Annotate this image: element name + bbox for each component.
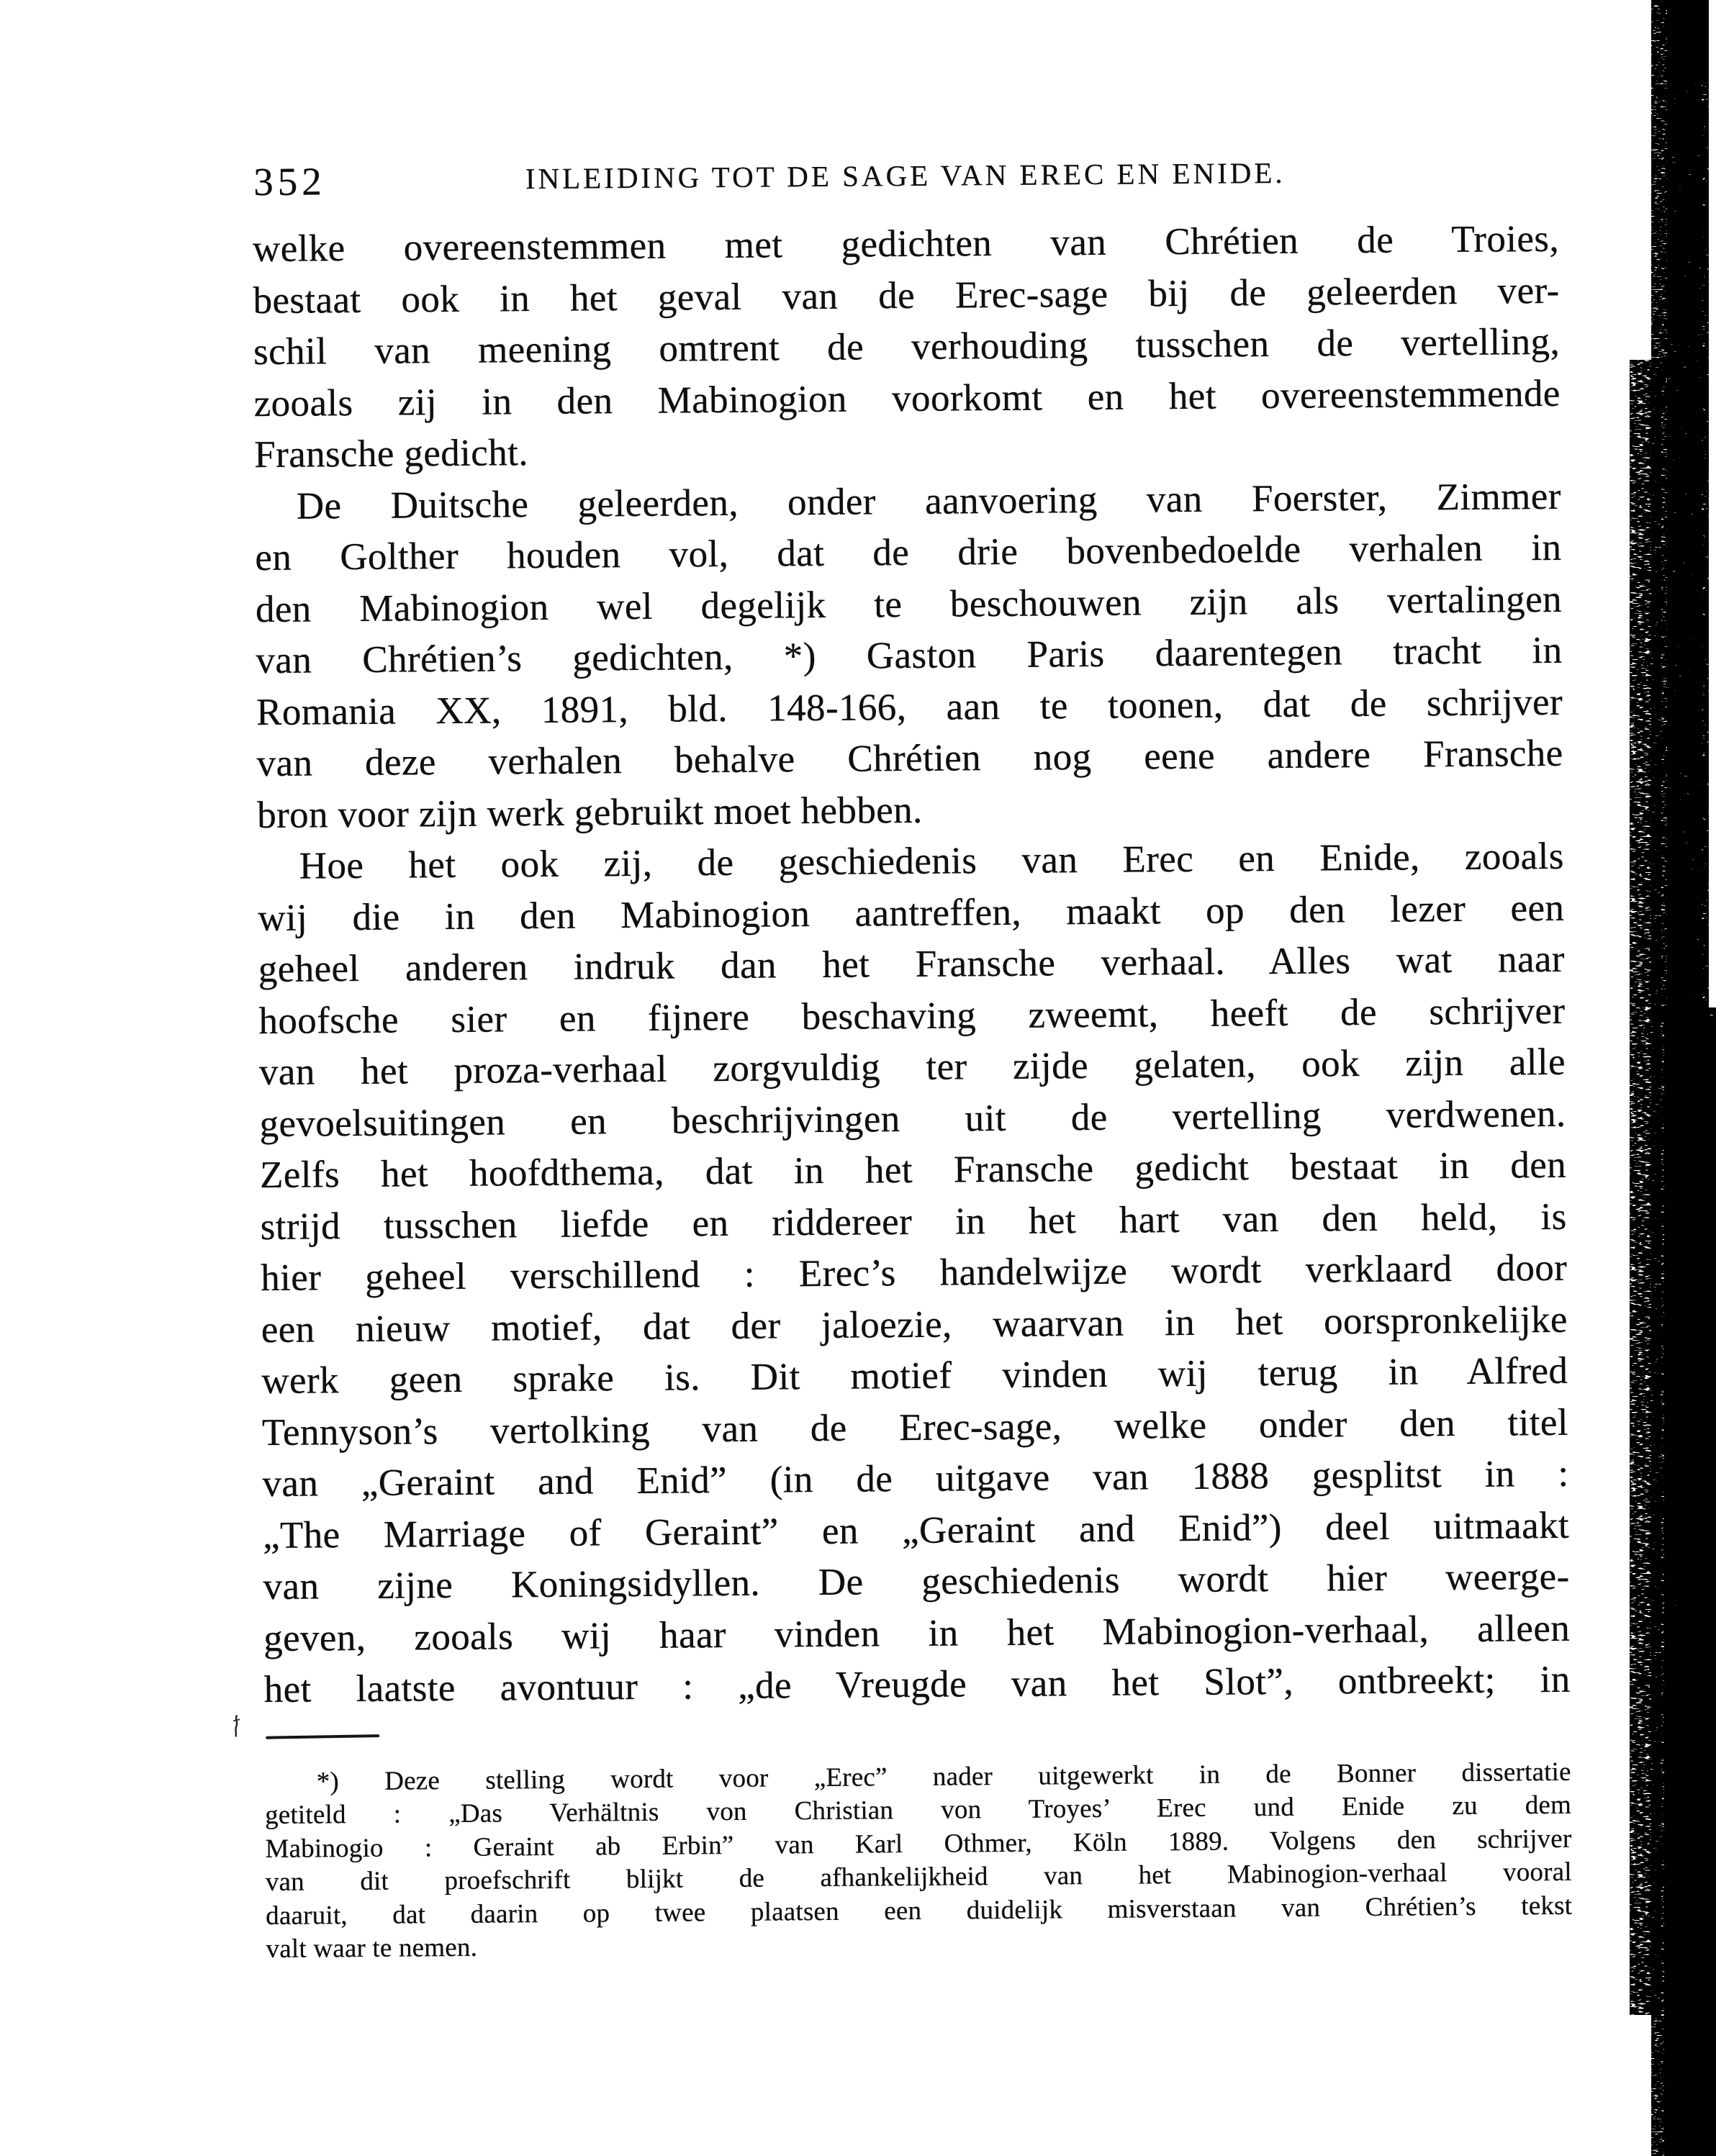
body-line: hier geheel verschillend : Erec’s handelwijze wordt verklaard door [261, 1246, 1568, 1300]
body-line: bron voor zijn werk gebruikt moet hebben. [256, 789, 923, 836]
body-line: gevoelsuitingen en beschrijvingen uit de vertelling verdwenen. [259, 1092, 1566, 1145]
running-head-row [252, 148, 1558, 204]
body-line: geheel anderen indruk dan het Fransche verhaal. Alles wat naar [258, 938, 1566, 991]
body-line: het laatste avontuur : „de Vreugde van het Slot”, ontbreekt; in [263, 1658, 1571, 1711]
body-line: strijd tusschen liefde en riddereer in het hart van den held, is [260, 1195, 1567, 1248]
footnote-line: *) Deze stelling wordt voor „Erec” nader uitgewerkt in de Bonner dissertatie [316, 1757, 1571, 1796]
footnote-line: valt waar te nemen. [266, 1932, 478, 1965]
footnote-text [265, 1755, 1573, 1966]
body-line: Fransche gedicht. [254, 432, 529, 476]
body-text [253, 214, 1571, 1716]
body-line: den Mabinogion wel degelijk te beschouwen zijn als vertalingen [255, 578, 1563, 630]
footnote-line: getiteld : „Das Verhältnis von Christian von Troyes’ Erec und Enide zu dem [264, 1790, 1572, 1831]
footnote-line: van dit proefschrift blijkt de afhankelijkheid van het Mabinogion-verhaal vooral [265, 1857, 1572, 1898]
body-line: Romania XX, 1891, bld. 148-166, aan te toonen, dat de schrijver [256, 681, 1563, 733]
body-line: wij die in den Mabinogion aantreffen, maakt op den lezer een [258, 887, 1565, 939]
scanner-edge-noise [1630, 0, 1716, 2156]
body-line: Tennyson’s vertolking van de Erec-sage, welke onder den titel [261, 1401, 1569, 1454]
footnote-line: daaruit, dat daarin op twee plaatsen een duidelijk misverstaan van Chrétien’s tekst [266, 1890, 1573, 1931]
body-line: „The Marriage of Geraint” en „Geraint and Enid”) deel uitmaakt [262, 1504, 1570, 1557]
scan-artifact-mark [231, 1713, 243, 1738]
body-line: een nieuw motief, dat der jaloezie, waarvan in het oorspronkelijke [261, 1298, 1568, 1351]
body-line: welke overeenstemmen met gedichten van Chrétien de Troies, [252, 217, 1560, 271]
body-line: en Golther houden vol, dat de drie bovenbedoelde verhalen in [255, 526, 1562, 579]
paragraph [257, 831, 1570, 1716]
paragraph [253, 214, 1561, 481]
body-line: hoofsche sier en fijnere beschaving zweemt, heeft de schrijver [258, 989, 1566, 1042]
body-line: van zijne Koningsidyllen. De geschiedenis wordt hier weerge- [263, 1555, 1570, 1608]
body-line: van „Geraint and Enid” (in de uitgave van 1888 gesplitst in : [262, 1452, 1569, 1505]
page-content [252, 148, 1573, 1967]
footnote-separator-rule [266, 1734, 379, 1739]
body-line: van het proza-verhaal zorgvuldig ter zijde gelaten, ook zijn alle [258, 1041, 1566, 1094]
paragraph [255, 471, 1564, 841]
body-line: Hoe het ook zij, de geschiedenis van Erec en Enide, zooals [299, 835, 1564, 887]
footnote-line: Mabinogio : Geraint ab Erbin” van Karl Othmer, Köln 1889. Volgens den schrijver [265, 1824, 1572, 1864]
body-line: zooals zij in den Mabinogion voorkomt en het overeenstemmende [253, 372, 1561, 425]
body-line: van Chrétien’s gedichten, *) Gaston Paris daarentegen tracht in [256, 629, 1563, 682]
running-header: INLEIDING TOT DE SAGE VAN EREC EN ENIDE. [525, 155, 1286, 196]
body-line: De Duitsche geleerden, onder aanvoering van Foerster, Zimmer [296, 475, 1562, 527]
body-line: Zelfs het hoofdthema, dat in het Fransche gedicht bestaat in den [259, 1143, 1567, 1197]
body-line: schil van meening omtrent de verhouding tusschen de vertelling, [253, 320, 1561, 373]
body-line: geven, zooals wij haar vinden in het Mabinogion-verhaal, alleen [263, 1607, 1571, 1659]
body-line: bestaat ook in het geval van de Erec-sage bij de geleerden ver- [253, 269, 1560, 322]
body-line: werk geen sprake is. Dit motief vinden wij terug in Alfred [261, 1349, 1568, 1403]
page-number: 352 [253, 159, 327, 204]
body-line: van deze verhalen behalve Chrétien nog eene andere Fransche [256, 732, 1563, 785]
